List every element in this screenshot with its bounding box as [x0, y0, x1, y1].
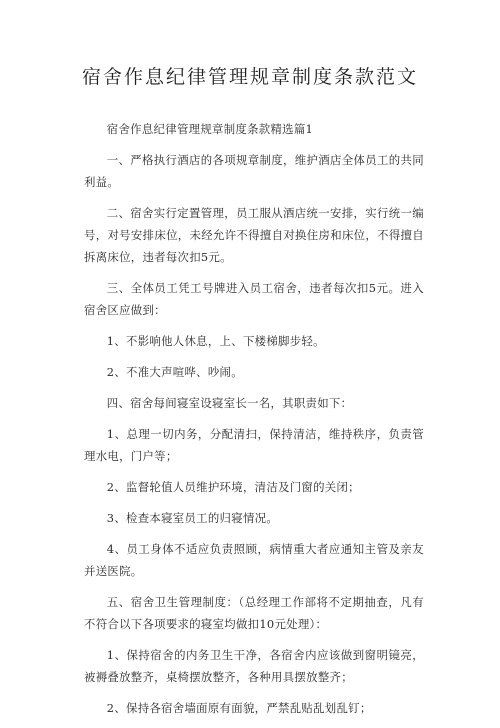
rule-paragraph: 三、全体员工凭工号牌进入员工宿舍，违者每次扣5元。进入宿舍区应做到：: [84, 281, 424, 317]
rule-paragraph: 3、检查本寝室员工的归寝情况。: [106, 511, 279, 525]
rule-paragraph: 1、不影响他人休息，上、下楼梯脚步轻。: [106, 334, 325, 348]
rule-paragraph: 四、宿舍每间寝室设寝室长一名，其职责如下：: [106, 396, 353, 410]
rule-paragraph: 二、宿舍实行定置管理，员工服从酒店统一安排，实行统一编号，对号安排床位，未经允许不得擅自对换住房和床位，不得擅自拆离床位，违者每次扣5元。: [84, 206, 424, 264]
rule-paragraph: 4、员工身体不适应负责照顾，病情重大者应通知主管及亲友并送医院。: [84, 542, 424, 578]
rule-paragraph: 1、总理一切内务，分配清扫，保持清洁，维持秩序，负责管理水电，门户等；: [84, 427, 424, 463]
document-title: 宿舍作息纪律管理规章制度条款范文: [81, 66, 418, 88]
rule-paragraph: 2、保持各宿舍墙面原有面貌，严禁乱贴乱划乱钉；: [106, 701, 372, 715]
rule-paragraph: 2、不准大声喧哗、吵闹。: [106, 365, 243, 379]
rule-paragraph: 2、监督轮值人员维护环境，清洁及门窗的关闭；: [106, 480, 360, 494]
rule-paragraph: 一、严格执行酒店的各项规章制度，维护酒店全体员工的共同利益。: [84, 153, 424, 189]
rule-paragraph: 五、宿舍卫生管理制度：（总经理工作部将不定期抽查，凡有不符合以下各项要求的寝室均做扣10元处理）：: [84, 595, 424, 631]
document-body: [84, 118, 424, 728]
rule-paragraph: 1、保持宿舍的内务卫生干净，各宿舍内应该做到窗明镜亮，被褥叠放整齐，桌椅摆放整齐，各种用具摆放整齐；: [84, 648, 424, 684]
subtitle-paragraph: 宿舍作息纪律管理规章制度条款精选篇1: [106, 122, 314, 136]
